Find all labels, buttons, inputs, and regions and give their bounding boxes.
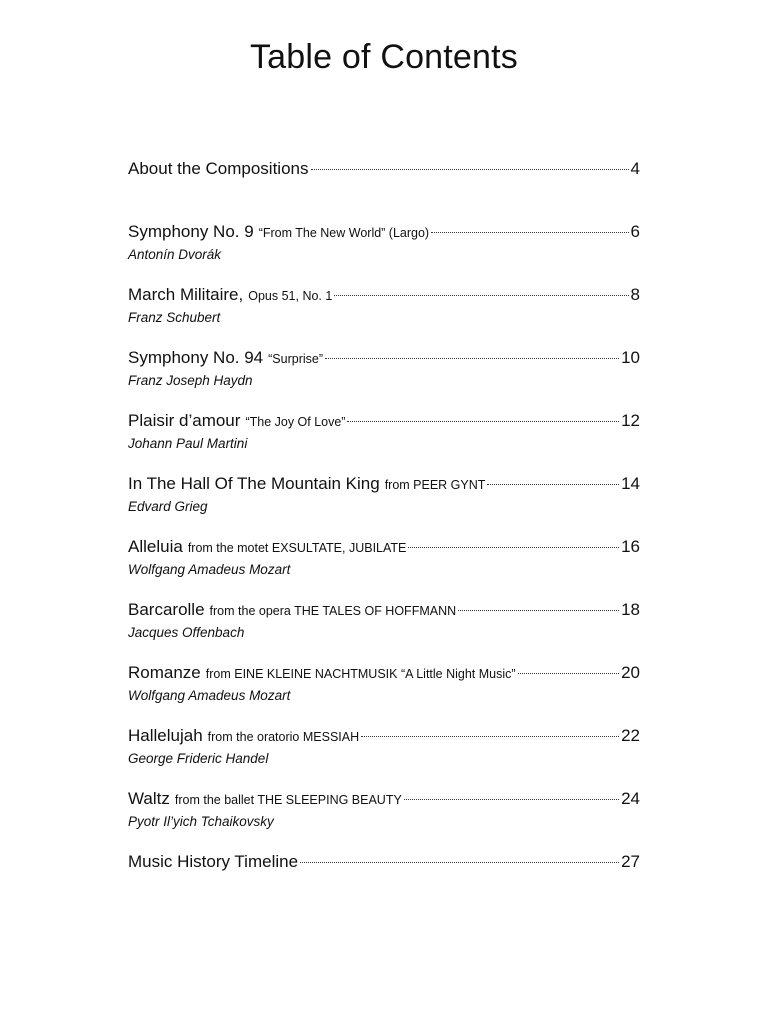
page-title: Table of Contents [249,38,518,76]
page-number: 14 [621,474,640,493]
dot-leader [431,232,628,233]
entry-title: Plaisir d’amour [128,411,241,430]
entry-subtitle: from PEER GYNT [384,478,486,492]
toc-entry-line [128,723,640,750]
toc-entry-hallelujah[interactable] [128,723,640,786]
dot-leader [300,862,619,863]
page-number: 6 [630,222,640,241]
entry-subtitle: “From The New World” (Largo) [258,226,430,240]
composer-name: Johann Paul Martini [128,436,248,451]
toc-entry-about-compositions[interactable] [128,156,640,219]
toc-entry-line [128,219,640,246]
toc-entry-music-history-timeline[interactable] [128,849,640,912]
dot-leader [408,547,619,548]
entry-subtitle: Opus 51, No. 1 [248,289,333,303]
entry-title: In The Hall Of The Mountain King [128,474,380,493]
toc-entry-waltz[interactable] [128,786,640,849]
toc-entry-symphony-9[interactable] [128,219,640,282]
dot-leader [334,295,628,296]
entry-title: Waltz [128,789,170,808]
toc-entry-symphony-94[interactable] [128,345,640,408]
composer-name: George Frideric Handel [128,751,269,766]
page-number: 16 [621,537,640,556]
entry-subtitle: from the motet EXSULTATE, JUBILATE [187,541,407,555]
dot-leader [518,673,620,674]
toc-entry-romanze[interactable] [128,660,640,723]
dot-leader [347,421,619,422]
dot-leader [325,358,619,359]
toc-entry-mountain-king[interactable] [128,471,640,534]
page-number: 27 [621,852,640,871]
entry-subtitle: from the oratorio MESSIAH [207,730,360,744]
toc-entry-march-militaire[interactable] [128,282,640,345]
toc-entry-line [128,408,640,435]
table-of-contents [128,156,640,912]
toc-entry-barcarolle[interactable] [128,597,640,660]
composer-name: Wolfgang Amadeus Mozart [128,688,291,703]
toc-entry-line [128,471,640,498]
toc-entry-line [128,156,640,182]
entry-title: Music History Timeline [128,852,299,871]
composer-name: Franz Schubert [128,310,221,325]
dot-leader [458,610,619,611]
page-number: 22 [621,726,640,745]
entry-subtitle: from EINE KLEINE NACHTMUSIK “A Little Night Music” [205,667,516,681]
entry-title: Romanze [128,663,201,682]
toc-entry-line [128,849,640,875]
page-number: 4 [630,159,640,178]
entry-title: Barcarolle [128,600,205,619]
toc-entry-line [128,597,640,624]
dot-leader [487,484,619,485]
page-number: 24 [621,789,640,808]
entry-subtitle: from the opera THE TALES OF HOFFMANN [209,604,457,618]
toc-entry-line [128,345,640,372]
composer-name: Wolfgang Amadeus Mozart [128,562,291,577]
entry-title: Symphony No. 9 [128,222,254,241]
page-number: 10 [621,348,640,367]
page-number: 8 [630,285,640,304]
toc-entry-line [128,786,640,813]
entry-title: March Militaire, [128,285,244,304]
page-number: 20 [621,663,640,682]
composer-name: Jacques Offenbach [128,625,245,640]
entry-title: Alleluia [128,537,183,556]
dot-leader [311,169,629,170]
composer-name: Antonín Dvorák [128,247,222,262]
dot-leader [404,799,619,800]
toc-entry-line [128,534,640,561]
composer-name: Pyotr Il’yich Tchaikovsky [128,814,274,829]
toc-entry-plaisir-damour[interactable] [128,408,640,471]
entry-subtitle: “Surprise” [268,352,324,366]
toc-entry-line [128,660,640,687]
entry-title: Symphony No. 94 [128,348,264,367]
page-number: 18 [621,600,640,619]
entry-subtitle: from the ballet THE SLEEPING BEAUTY [174,793,402,807]
toc-entry-line [128,282,640,309]
entry-title: About the Compositions [128,159,309,178]
entry-subtitle: “The Joy Of Love” [245,415,346,429]
dot-leader [361,736,619,737]
composer-name: Franz Joseph Haydn [128,373,253,388]
toc-entry-alleluia[interactable] [128,534,640,597]
composer-name: Edvard Grieg [128,499,208,514]
page-number: 12 [621,411,640,430]
entry-title: Hallelujah [128,726,203,745]
